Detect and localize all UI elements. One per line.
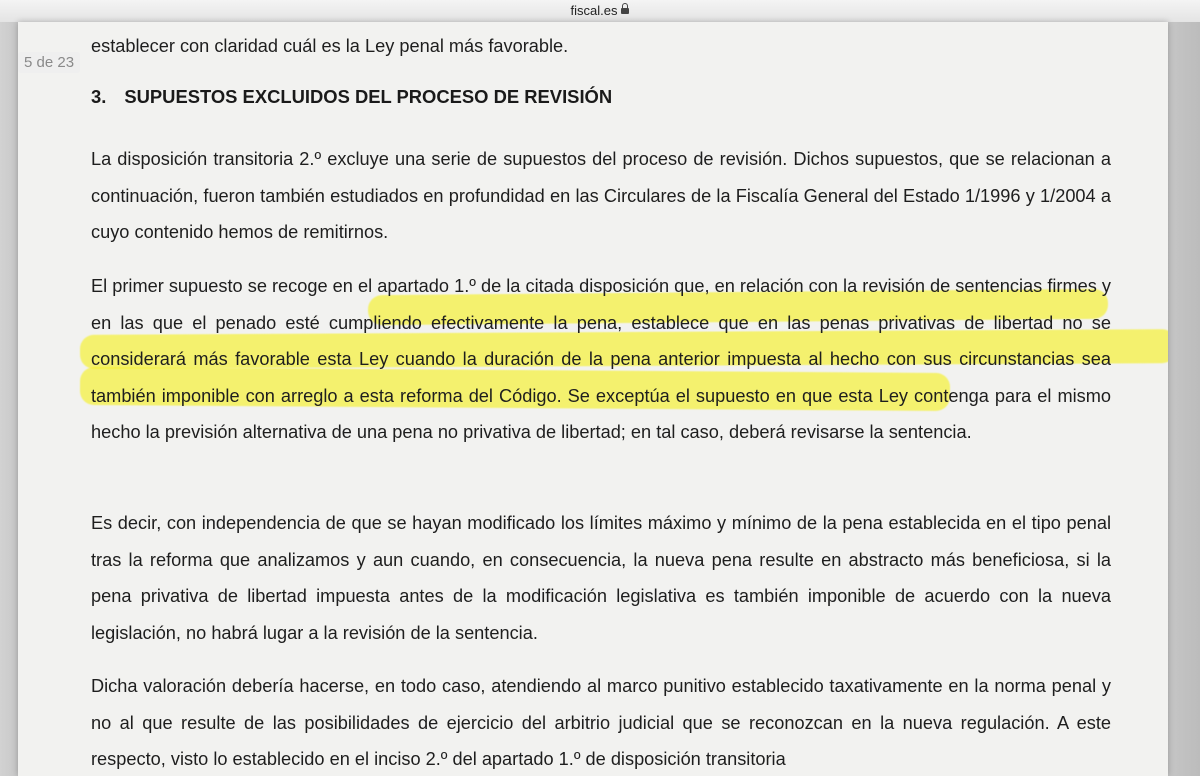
paragraph: La disposición transitoria 2.º excluye una serie de supuestos del proceso de revisión. Dichos supuestos, que se relacionan a continuación, fueron también estudiados en profundidad en las Circulares de la Fiscalía General del Estado 1/1996 y 1/2004 a cuyo contenido hemos de remitirnos.	[91, 149, 1111, 242]
lock-icon	[621, 8, 629, 14]
paragraph: Es decir, con independencia de que se hayan modificado los límites máximo y mínimo de la pena establecida en el tipo penal tras la reforma que analizamos y aun cuando, en consecuencia, la nueva pena resulte en abstracto más beneficiosa, si la pena privativa de libertad impuesta antes de la modificación legislativa es también imponible de acuerdo con la nueva legislación, no habrá lugar a la revisión de la sentencia.	[91, 513, 1111, 643]
document-page[interactable]	[18, 22, 1168, 776]
section-heading	[91, 86, 612, 108]
browser-address-bar[interactable]	[0, 0, 1200, 23]
previous-paragraph-end: establecer con claridad cuál es la Ley penal más favorable.	[91, 36, 569, 56]
url-text[interactable]: fiscal.es	[570, 3, 618, 18]
section-number: 3.	[91, 86, 107, 107]
paragraph-highlighted: El primer supuesto se recoge en el apartado 1.º de la citada disposición que, en relación con la revisión de sentencias firmes y en las que el penado esté cumpliendo efectivamente la pena, establece que en las penas privativas de libertad no se considerará más favorable esta Ley cuando la duración de la pena anterior impuesta al hecho con sus circunstancias sea también imponible con arreglo a esta reforma del Código. Se exceptúa el supuesto en que esta Ley contenga para el mismo hecho la previsión alternativa de una pena no privativa de libertad; en tal caso, deberá revisarse la sentencia.	[91, 276, 1111, 442]
document-text	[18, 22, 1168, 776]
paragraph: Dicha valoración debería hacerse, en todo caso, atendiendo al marco punitivo establecido taxativamente en la norma penal y no al que resulte de las posibilidades de ejercicio del arbitrio judicial que se reconozcan en la nueva regulación. A este respecto, visto lo establecido en el inciso 2.º del apartado 1.º de disposición transitoria	[91, 676, 1111, 769]
section-title: SUPUESTOS EXCLUIDOS DEL PROCESO DE REVISIÓN	[124, 86, 613, 107]
page-indicator: 5 de 23	[18, 52, 80, 73]
scrollbar-area[interactable]	[1168, 22, 1200, 776]
left-gutter	[0, 22, 18, 776]
